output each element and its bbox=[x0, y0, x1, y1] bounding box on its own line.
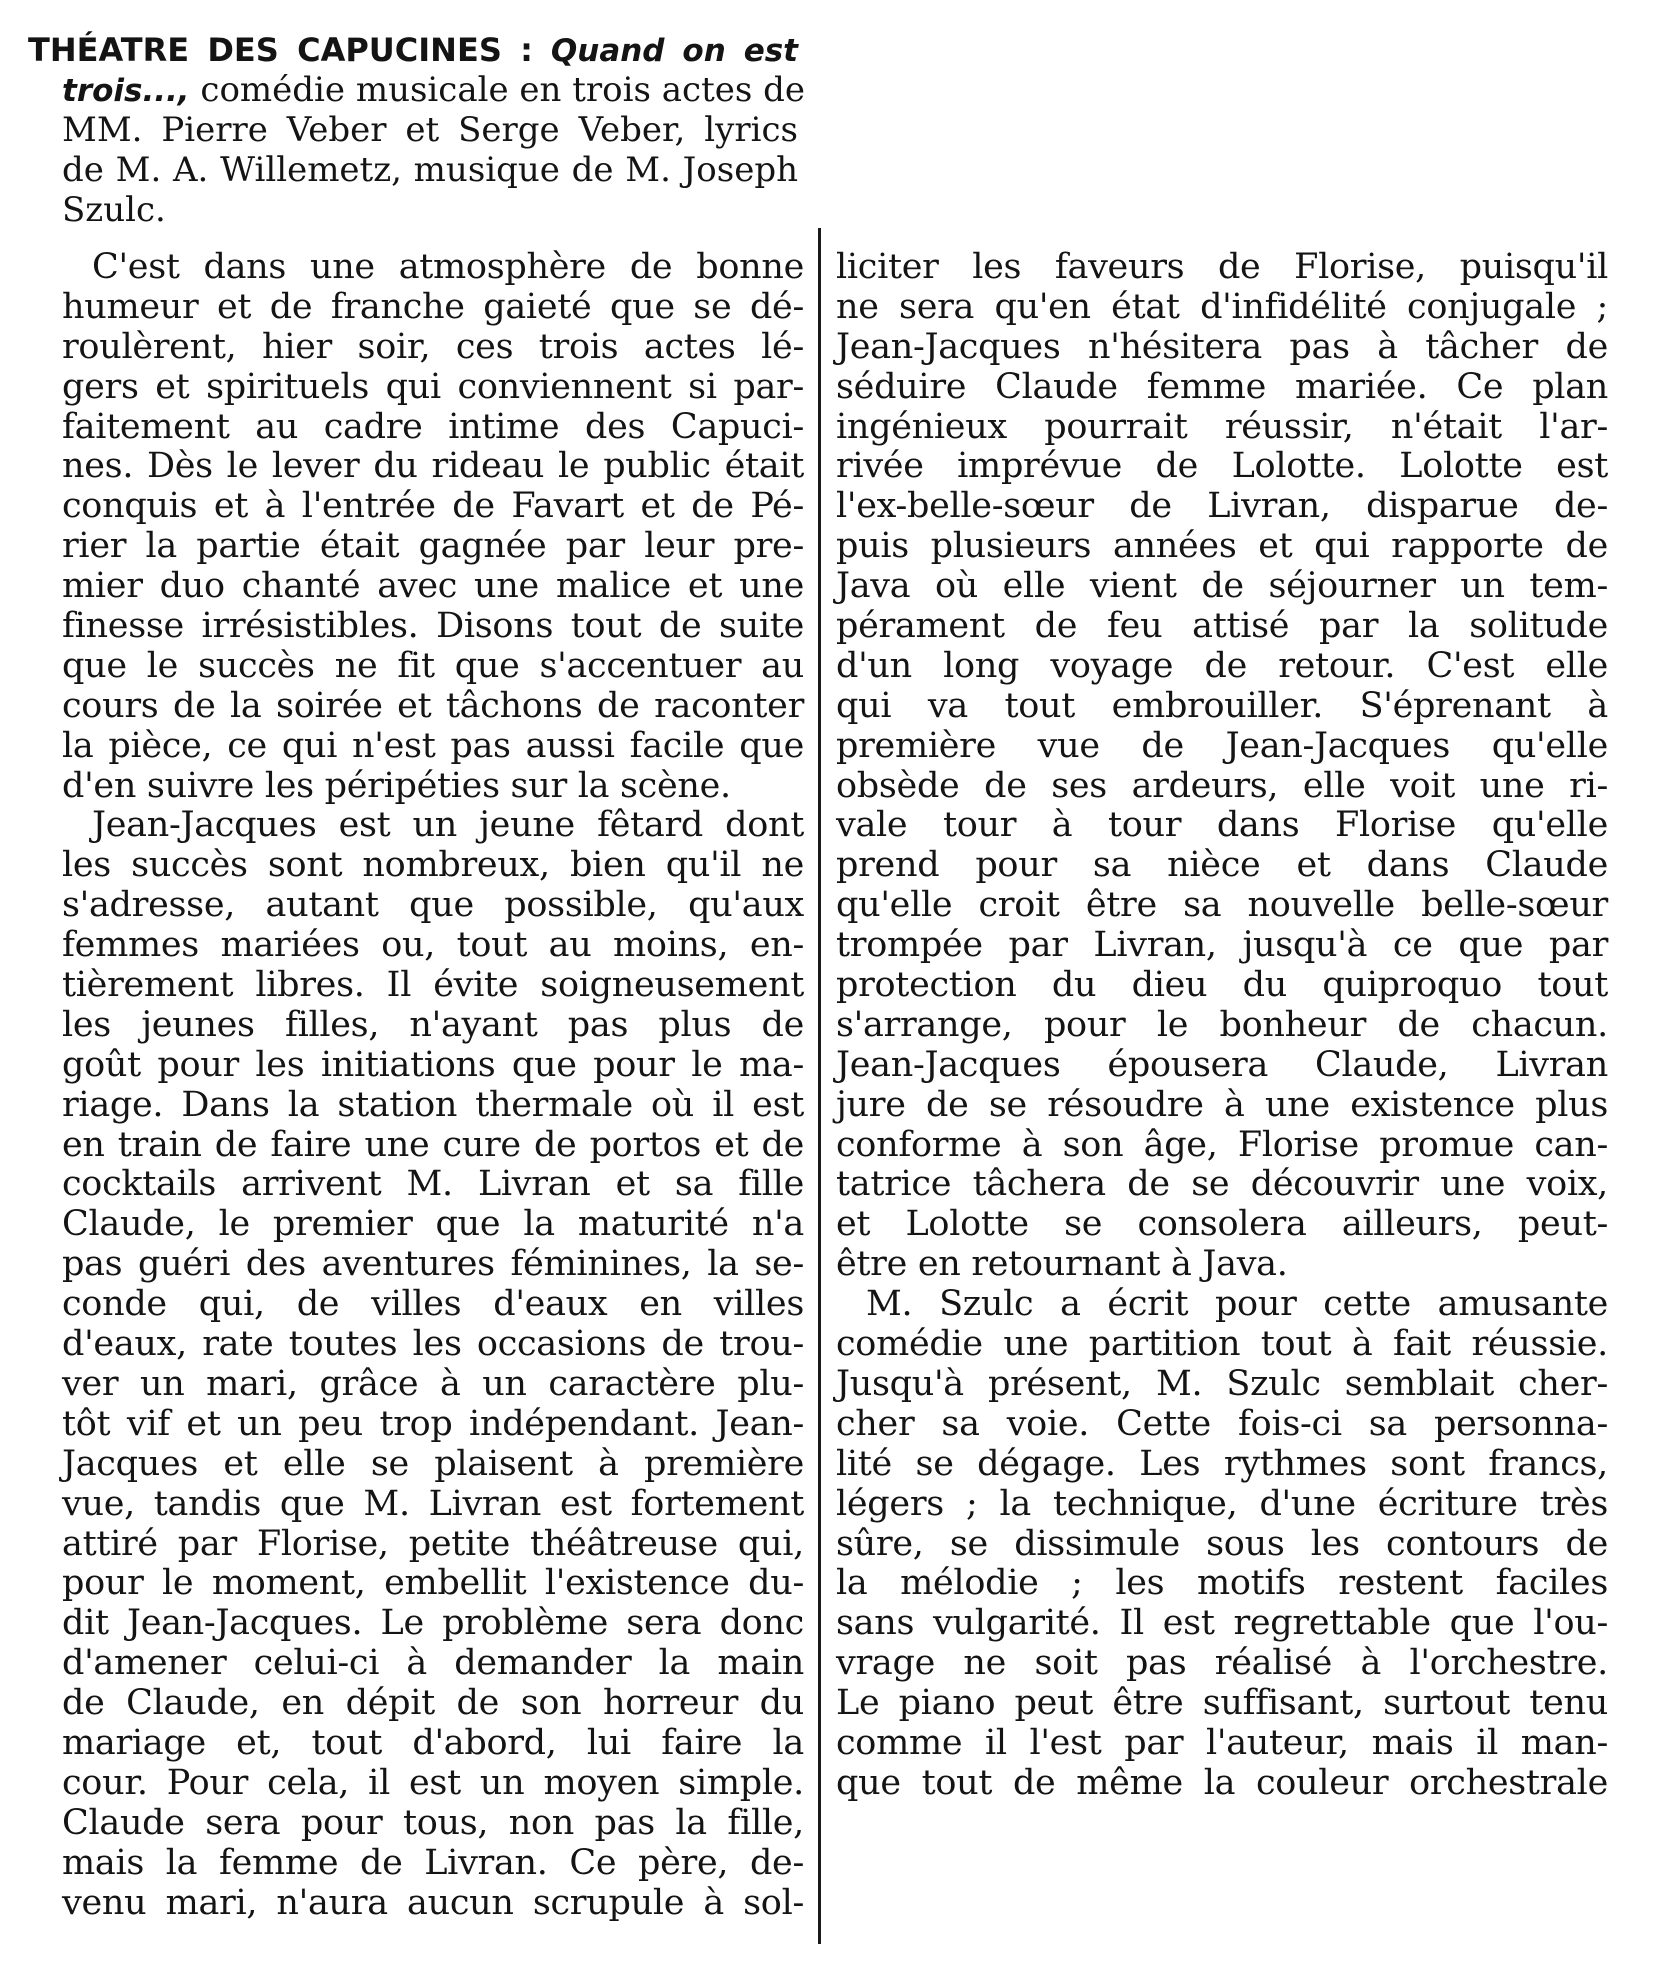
text-line: pérament de feu attisé par la solitude bbox=[836, 606, 1608, 647]
text-line: Le piano peut être suffisant, surtout tenu bbox=[836, 1683, 1608, 1724]
play-title-part2: trois..., bbox=[62, 73, 190, 109]
text-line: Jean-Jacques épousera Claude, Livran bbox=[836, 1044, 1608, 1085]
header-line-1 bbox=[28, 30, 798, 70]
text-line: C'est dans une atmosphère de bonne bbox=[92, 247, 804, 287]
column-divider bbox=[818, 228, 821, 1944]
review-header bbox=[28, 30, 806, 230]
text-line: tôt vif et un peu trop indépendant. Jean- bbox=[62, 1403, 804, 1444]
text-line: d'eaux, rate toutes les occasions de trou- bbox=[62, 1324, 804, 1365]
text-line: protection du dieu du quiproquo tout bbox=[836, 965, 1608, 1006]
text-line: la mélodie ; les motifs restent faciles bbox=[836, 1563, 1608, 1604]
left-column bbox=[62, 248, 804, 1923]
text-line: sûre, se dissimule sous les contours de bbox=[836, 1523, 1608, 1564]
text-line: riage. Dans la station thermale où il est bbox=[62, 1084, 804, 1125]
text-line: tatrice tâchera de se découvrir une voix, bbox=[836, 1164, 1608, 1205]
text-line: l'ex-belle-sœur de Livran, disparue de- bbox=[836, 486, 1608, 527]
text-line: rier la partie était gagnée par leur pre- bbox=[62, 526, 804, 567]
text-line: comédie une partition tout à fait réussie. bbox=[836, 1324, 1608, 1365]
header-line-5: Szulc. bbox=[62, 190, 166, 230]
text-line: dit Jean-Jacques. Le problème sera donc bbox=[62, 1603, 804, 1644]
text-line: lité se dégage. Les rythmes sont francs, bbox=[836, 1443, 1608, 1484]
text-line: mariage et, tout d'abord, lui faire la bbox=[62, 1722, 804, 1763]
text-line: les succès sont nombreux, bien qu'il ne bbox=[62, 845, 804, 886]
header-line-4: de M. A. Willemetz, musique de M. Joseph bbox=[62, 150, 798, 190]
text-line: sans vulgarité. Il est regrettable que l'ou- bbox=[836, 1603, 1608, 1644]
right-column bbox=[836, 248, 1608, 1804]
text-line: jure de se résoudre à une existence plus bbox=[836, 1084, 1608, 1125]
text-line: et Lolotte se consolera ailleurs, peut- bbox=[836, 1204, 1608, 1245]
text-line: comme il l'est par l'auteur, mais il man- bbox=[836, 1722, 1608, 1763]
text-line: faitement au cadre intime des Capuci- bbox=[62, 406, 804, 447]
text-line: conquis et à l'entrée de Favart et de Pé- bbox=[62, 486, 804, 527]
text-line: la pièce, ce qui n'est pas aussi facile que bbox=[62, 725, 804, 766]
header-line-1-rest: comédie musicale en trois actes de bbox=[200, 70, 806, 110]
play-title-part1: Quand on est bbox=[550, 33, 799, 69]
text-line: que le succès ne fit que s'accentuer au bbox=[62, 645, 804, 686]
text-line: Claude, le premier que la maturité n'a bbox=[62, 1204, 804, 1245]
text-line: séduire Claude femme mariée. Ce plan bbox=[836, 366, 1608, 407]
text-line: nes. Dès le lever du rideau le public était bbox=[62, 446, 804, 487]
header-line-3: MM. Pierre Veber et Serge Veber, lyrics bbox=[62, 110, 798, 150]
text-line: mais la femme de Livran. Ce père, de- bbox=[62, 1842, 804, 1883]
text-line: puis plusieurs années et qui rapporte de bbox=[836, 526, 1608, 567]
text-line: Jean-Jacques n'hésitera pas à tâcher de bbox=[836, 326, 1608, 367]
text-line: Jean-Jacques est un jeune fêtard dont bbox=[92, 805, 804, 846]
text-line: cours de la soirée et tâchons de raconter bbox=[62, 685, 804, 726]
text-line: pas guéri des aventures féminines, la se- bbox=[62, 1244, 804, 1285]
text-line: d'en suivre les péripéties sur la scène. bbox=[62, 765, 731, 806]
text-line: d'un long voyage de retour. C'est elle bbox=[836, 645, 1608, 686]
text-line: s'arrange, pour le bonheur de chacun. bbox=[836, 1004, 1608, 1045]
text-line: Claude sera pour tous, non pas la fille, bbox=[62, 1802, 804, 1843]
text-line: ver un mari, grâce à un caractère plu- bbox=[62, 1363, 804, 1404]
text-line: humeur et de franche gaieté que se dé- bbox=[62, 286, 804, 327]
text-line: de Claude, en dépit de son horreur du bbox=[62, 1683, 804, 1724]
text-line: mier duo chanté avec une malice et une bbox=[62, 566, 804, 607]
text-line: gers et spirituels qui conviennent si par- bbox=[62, 366, 804, 407]
text-line: première vue de Jean-Jacques qu'elle bbox=[836, 725, 1608, 766]
text-line: conforme à son âge, Florise promue can- bbox=[836, 1124, 1608, 1165]
text-line: cocktails arrivent M. Livran et sa fille bbox=[62, 1164, 804, 1205]
text-line: goût pour les initiations que pour le ma- bbox=[62, 1044, 804, 1085]
text-line: vrage ne soit pas réalisé à l'orchestre. bbox=[836, 1643, 1608, 1684]
text-line: tièrement libres. Il évite soigneusement bbox=[62, 965, 804, 1006]
text-line: cour. Pour cela, il est un moyen simple. bbox=[62, 1762, 804, 1803]
text-line: venu mari, n'aura aucun scrupule à sol- bbox=[62, 1882, 804, 1923]
text-line: s'adresse, autant que possible, qu'aux bbox=[62, 885, 804, 926]
text-line: ingénieux pourrait réussir, n'était l'ar- bbox=[836, 406, 1608, 447]
text-line: attiré par Florise, petite théâtreuse qui, bbox=[62, 1523, 804, 1564]
text-line: M. Szulc a écrit pour cette amusante bbox=[866, 1284, 1608, 1325]
text-line: légers ; la technique, d'une écriture très bbox=[836, 1483, 1608, 1524]
text-line: rivée imprévue de Lolotte. Lolotte est bbox=[836, 446, 1608, 487]
text-line: en train de faire une cure de portos et de bbox=[62, 1124, 804, 1165]
theatre-name: THÉATRE DES CAPUCINES : bbox=[28, 31, 533, 69]
text-line: conde qui, de villes d'eaux en villes bbox=[62, 1284, 804, 1325]
text-line: femmes mariées ou, tout au moins, en- bbox=[62, 925, 804, 966]
text-line: roulèrent, hier soir, ces trois actes lé- bbox=[62, 326, 804, 367]
header-line-2 bbox=[28, 70, 806, 110]
text-line: Java où elle vient de séjourner un tem- bbox=[836, 566, 1608, 607]
text-line: prend pour sa nièce et dans Claude bbox=[836, 845, 1608, 886]
text-line: cher sa voie. Cette fois-ci sa personna- bbox=[836, 1403, 1608, 1444]
text-line: Jacques et elle se plaisent à première bbox=[62, 1443, 804, 1484]
text-line: obsède de ses ardeurs, elle voit une ri- bbox=[836, 765, 1608, 806]
text-line: ne sera qu'en état d'infidélité conjugale ; bbox=[836, 286, 1608, 327]
text-line: trompée par Livran, jusqu'à ce que par bbox=[836, 925, 1608, 966]
text-line: que tout de même la couleur orchestrale bbox=[836, 1762, 1608, 1803]
text-line: être en retournant à Java. bbox=[836, 1244, 1288, 1285]
text-line: vale tour à tour dans Florise qu'elle bbox=[836, 805, 1608, 846]
text-line: d'amener celui-ci à demander la main bbox=[62, 1643, 804, 1684]
text-line: qui va tout embrouiller. S'éprenant à bbox=[836, 685, 1608, 726]
text-line: vue, tandis que M. Livran est fortement bbox=[62, 1483, 804, 1524]
text-line: les jeunes filles, n'ayant pas plus de bbox=[62, 1004, 804, 1045]
text-line: finesse irrésistibles. Disons tout de suite bbox=[62, 606, 804, 647]
text-line: pour le moment, embellit l'existence du- bbox=[62, 1563, 804, 1604]
text-line: liciter les faveurs de Florise, puisqu'il bbox=[836, 247, 1608, 287]
text-line: Jusqu'à présent, M. Szulc semblait cher- bbox=[836, 1363, 1608, 1404]
text-line: qu'elle croit être sa nouvelle belle-sœur bbox=[836, 885, 1608, 926]
